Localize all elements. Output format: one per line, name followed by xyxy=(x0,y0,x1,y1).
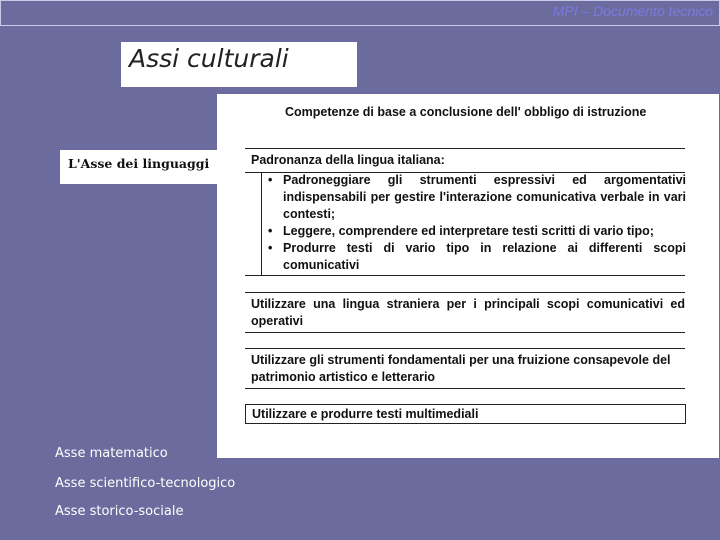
block-multimediali: Utilizzare e produrre testi multimediali xyxy=(245,404,686,424)
list-item: • Leggere, comprendere ed interpretare testi scritti di vario tipo; xyxy=(262,223,686,240)
axis-item-storico: Asse storico-sociale xyxy=(55,504,184,519)
asse-label-box xyxy=(60,150,224,184)
asse-label: L'Asse dei linguaggi xyxy=(68,156,210,171)
header-bar xyxy=(0,0,720,26)
header-text: MPI – Documento tecnico xyxy=(552,3,713,19)
axis-item-matematico: Asse matematico xyxy=(55,446,168,461)
competenze-panel xyxy=(217,94,719,458)
panel-title: Competenze di base a conclusione dell' obbligo di istruzione xyxy=(285,105,647,119)
title-box xyxy=(121,42,357,87)
block-lingua-straniera: Utilizzare una lingua straniera per i principali scopi comunicativi ed operativi xyxy=(245,292,685,333)
list-item: • Produrre testi di vario tipo in relazione ai differenti scopi comunicativi xyxy=(262,240,686,274)
list-item: • Padroneggiare gli strumenti espressivi ed argomentativi indispensabili per gestire l'interazione comunicativa verbale in vari contesti; xyxy=(262,172,686,223)
block1-heading: Padronanza della lingua italiana: xyxy=(245,149,685,173)
block-patrimonio: Utilizzare gli strumenti fondamentali per una fruizione consapevole del patrimonio artistico e letterario xyxy=(245,348,685,389)
axis-item-scientifico: Asse scientifico-tecnologico xyxy=(55,476,236,491)
block-lingua-italiana xyxy=(245,148,685,276)
block1-list xyxy=(261,172,686,275)
slide-title: Assi culturali xyxy=(129,44,289,73)
